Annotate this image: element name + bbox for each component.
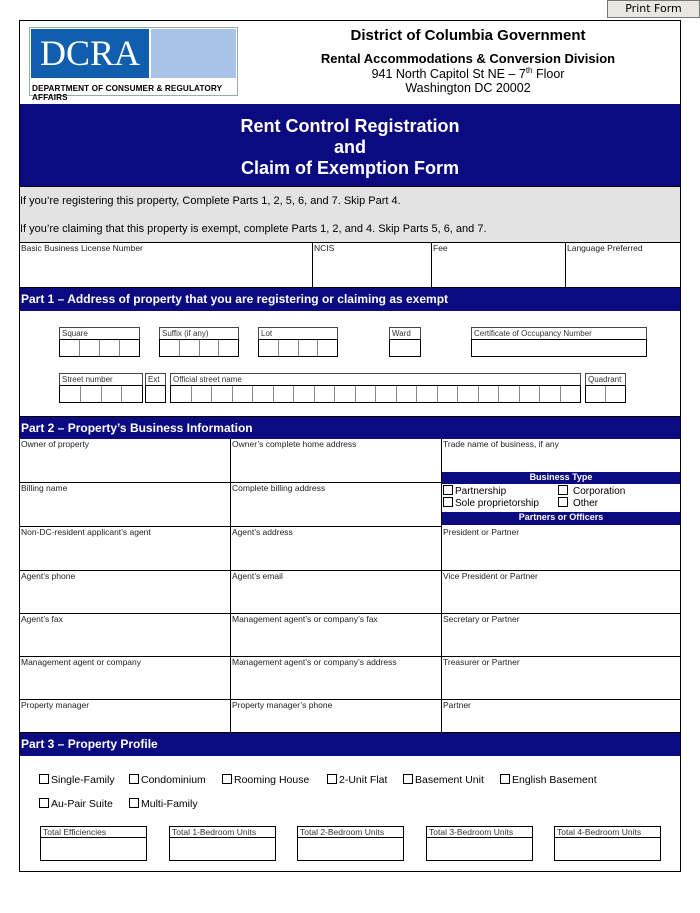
owner-field[interactable]: Owner of property	[20, 439, 231, 483]
billing-address-field[interactable]: Complete billing address	[231, 483, 442, 527]
logo-subtitle: DEPARTMENT OF CONSUMER & REGULATORY AFFAIRS	[32, 84, 222, 102]
agent-fax-field[interactable]: Agent’s fax	[20, 614, 231, 657]
au-pair-suite-checkbox[interactable]: Au-Pair Suite	[39, 798, 113, 810]
ext-input[interactable]	[145, 385, 166, 403]
treasurer-field[interactable]: Treasurer or Partner	[442, 657, 680, 700]
fee-field[interactable]: Fee	[432, 243, 566, 288]
division-name: Rental Accommodations & Conversion Division	[320, 51, 616, 66]
mgmt-address-field[interactable]: Management agent’s or company’s address	[231, 657, 442, 700]
city-line: Washington DC 20002	[405, 81, 531, 95]
condominium-checkbox[interactable]: Condominium	[129, 774, 206, 786]
part3-header: Part 3 – Property Profile	[20, 733, 680, 756]
single-family-checkbox[interactable]: Single-Family	[39, 774, 115, 786]
address-line: 941 North Capitol St NE – 7th Floor	[371, 66, 565, 82]
print-form-button[interactable]: Print Form	[607, 0, 700, 18]
owner-address-field[interactable]: Owner’s complete home address	[231, 439, 442, 483]
part2-header: Part 2 – Property’s Business Information	[20, 416, 680, 439]
ward-input[interactable]	[389, 339, 421, 357]
total-efficiencies-field[interactable]: Total Efficiencies	[40, 826, 147, 861]
partnership-checkbox[interactable]: Partnership	[443, 485, 506, 497]
ncis-field[interactable]: NCIS	[313, 243, 432, 288]
bbl-field[interactable]: Basic Business License Number	[20, 243, 313, 288]
secretary-field[interactable]: Secretary or Partner	[442, 614, 680, 657]
mgmt-agent-field[interactable]: Management agent or company	[20, 657, 231, 700]
two-unit-flat-checkbox[interactable]: 2-Unit Flat	[327, 774, 387, 786]
billing-name-field[interactable]: Billing name	[20, 483, 231, 527]
total-4br-field[interactable]: Total 4-Bedroom Units	[554, 826, 661, 861]
quadrant-input[interactable]	[585, 385, 626, 403]
square-input[interactable]	[59, 339, 140, 357]
part1-header: Part 1 – Address of property that you are registering or claiming as exempt	[20, 288, 680, 311]
vice-president-field[interactable]: Vice President or Partner	[442, 571, 680, 614]
english-basement-checkbox[interactable]: English Basement	[500, 774, 597, 786]
instructions: If you’re registering this property, Complete Parts 1, 2, 5, 6, and 7. Skip Part 4. If you’re claiming that this property is exempt, complete Parts 1, 2, and 4. Skip Parts 5, 6, and 7.	[20, 186, 680, 243]
language-field[interactable]: Language Preferred	[566, 243, 680, 288]
street-name-input[interactable]	[170, 385, 581, 403]
cofo-input[interactable]	[471, 339, 647, 357]
logo-text: DCRA	[31, 29, 149, 78]
suffix-input[interactable]	[159, 339, 239, 357]
rooming-house-checkbox[interactable]: Rooming House	[222, 774, 309, 786]
total-1br-field[interactable]: Total 1-Bedroom Units	[169, 826, 276, 861]
street-number-input[interactable]	[59, 385, 143, 403]
basement-unit-checkbox[interactable]: Basement Unit	[403, 774, 484, 786]
agent-email-field[interactable]: Agent’s email	[231, 571, 442, 614]
president-field[interactable]: President or Partner	[442, 527, 680, 571]
total-3br-field[interactable]: Total 3-Bedroom Units	[426, 826, 533, 861]
gov-name: District of Columbia Government	[350, 27, 586, 44]
agent-phone-field[interactable]: Agent’s phone	[20, 571, 231, 614]
agent-address-field[interactable]: Agent’s address	[231, 527, 442, 571]
property-manager-field[interactable]: Property manager	[20, 700, 231, 733]
sole-proprietorship-checkbox[interactable]: Sole proprietorship	[443, 497, 539, 509]
mgmt-fax-field[interactable]: Management agent’s or company’s fax	[231, 614, 442, 657]
corporation-checkbox[interactable]: Corporation	[558, 485, 625, 497]
lot-input[interactable]	[258, 339, 338, 357]
business-type-label: Business Type	[442, 472, 680, 484]
partner-field[interactable]: Partner	[442, 700, 680, 733]
multi-family-checkbox[interactable]: Multi-Family	[129, 798, 198, 810]
total-2br-field[interactable]: Total 2-Bedroom Units	[297, 826, 404, 861]
dcra-logo	[29, 27, 238, 102]
partners-label: Partners or Officers	[442, 512, 680, 525]
trade-name-field[interactable]: Trade name of business, if any	[443, 439, 559, 449]
form-title: Rent Control Registration and Claim of Exemption Form	[20, 104, 680, 186]
other-checkbox[interactable]: Other	[558, 497, 598, 509]
manager-phone-field[interactable]: Property manager’s phone	[231, 700, 442, 733]
agent-field[interactable]: Non-DC-resident applicant’s agent	[20, 527, 231, 571]
